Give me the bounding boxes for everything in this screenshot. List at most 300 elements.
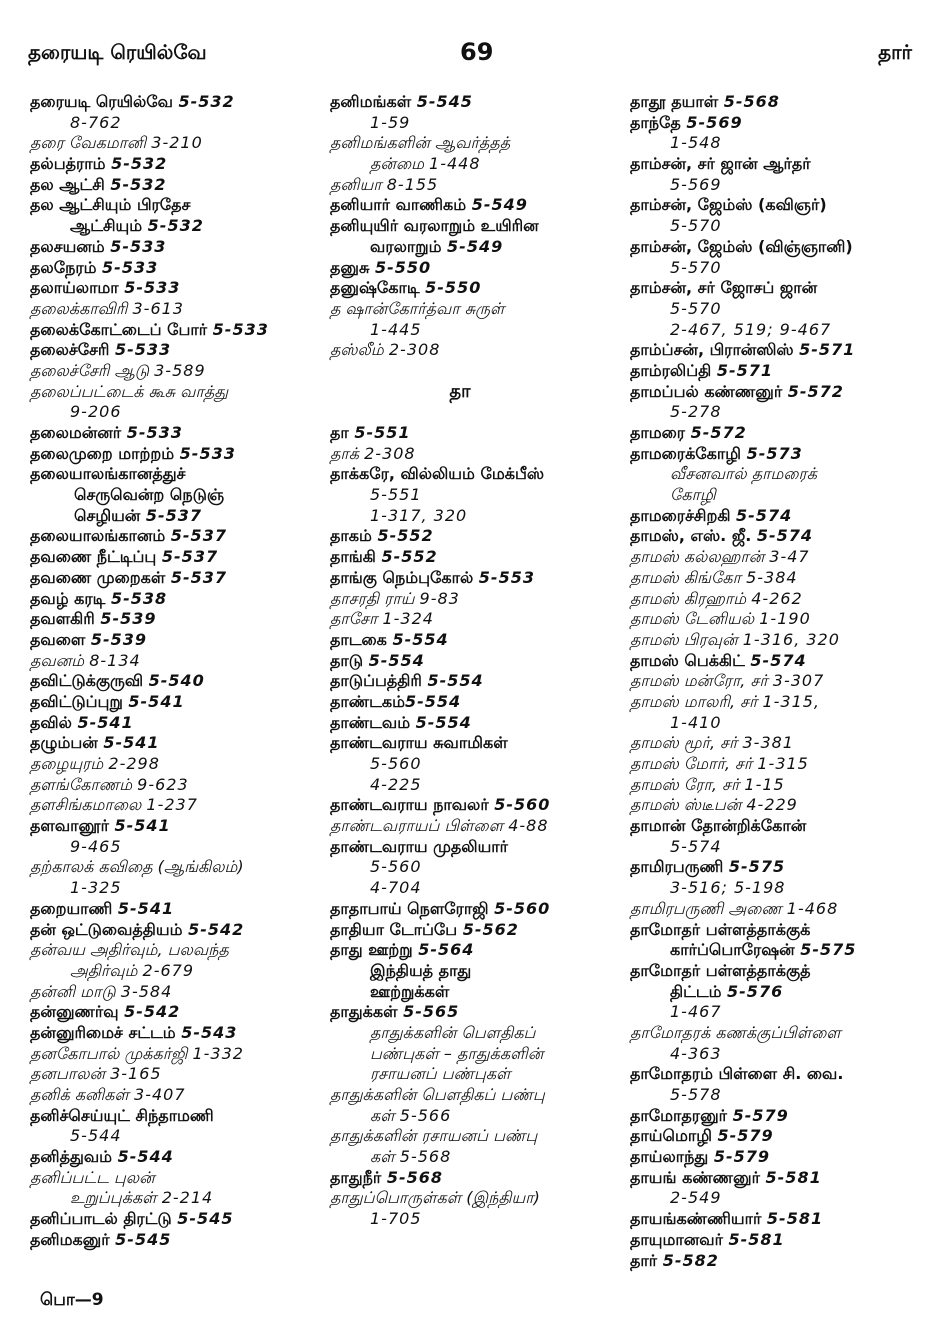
index-term: தாமஸ் மூர், சர் bbox=[630, 733, 743, 753]
index-entry bbox=[330, 920, 620, 941]
page-reference: 5-575 bbox=[728, 857, 786, 877]
page-reference: 5-579 bbox=[713, 1147, 771, 1167]
index-entry bbox=[330, 1002, 620, 1023]
index-entry bbox=[330, 1209, 620, 1230]
page-reference: 3-407 bbox=[134, 1085, 186, 1104]
page-reference: 1-324 bbox=[382, 609, 434, 629]
index-term: தனியுயிர் வரலாறும் உயிரின bbox=[330, 216, 539, 236]
index-entry bbox=[330, 216, 620, 237]
index-entry bbox=[330, 899, 620, 920]
index-term: தலைச்சேரி ஆடு bbox=[30, 360, 155, 380]
index-entry bbox=[330, 1044, 620, 1065]
page-reference: 5-570 bbox=[670, 257, 722, 277]
index-term: தற்காலக் கவிதை (ஆங்கிலம்) bbox=[30, 857, 244, 877]
index-term: தாமஸ் கிரஹாம் bbox=[630, 588, 752, 608]
page-reference: 3-381 bbox=[742, 733, 794, 753]
page-reference: 5-570 bbox=[670, 298, 722, 318]
index-term: தாமஸ் கல்லஹான் bbox=[630, 547, 770, 567]
index-term: தவழ் கரடி bbox=[30, 588, 111, 608]
index-entry bbox=[30, 713, 315, 734]
page-reference: 5-552 bbox=[381, 547, 438, 567]
index-term: தனிச்செய்யுட் சிந்தாமணி bbox=[30, 1105, 214, 1125]
index-entry bbox=[30, 423, 315, 444]
index-entry bbox=[630, 175, 920, 196]
index-term: தாமஸ் மாலரி, சர் bbox=[630, 691, 763, 711]
index-term: தாண்டவராய முதலியார் bbox=[330, 836, 509, 856]
page-reference: 5-545 bbox=[115, 1229, 172, 1249]
page-reference: 5-540 bbox=[148, 671, 205, 691]
page-reference: 1-237 bbox=[146, 795, 198, 815]
index-entry bbox=[630, 361, 920, 382]
index-term: தவிட்டுப்புறு bbox=[30, 691, 129, 711]
index-term: தாசரதி ராய் bbox=[330, 588, 420, 608]
index-term: தாதுக்களின் பௌதிகப் bbox=[370, 1022, 536, 1042]
index-term: கார்ப்பொரேஷன் bbox=[670, 940, 801, 960]
index-term: தளவானூர் bbox=[30, 816, 115, 836]
index-entry bbox=[30, 175, 315, 196]
page-reference: 2-549 bbox=[670, 1188, 722, 1208]
page-reference: 3-47 bbox=[769, 547, 810, 567]
index-term: தாதாபாய் நௌரோஜி bbox=[330, 898, 495, 918]
index-entry bbox=[630, 982, 920, 1003]
page-reference: 5-582 bbox=[662, 1250, 719, 1270]
index-entry bbox=[330, 485, 620, 506]
index-entry bbox=[30, 816, 315, 837]
index-term: தவளை bbox=[30, 629, 91, 649]
index-entry bbox=[330, 651, 620, 672]
index-term: தலைமுறை மாற்றம் bbox=[30, 443, 180, 463]
index-term: தஸ்லீம் bbox=[330, 340, 389, 360]
index-entry bbox=[330, 175, 620, 196]
page-reference: 5-568 bbox=[723, 92, 780, 111]
page-reference: 5-549 bbox=[447, 236, 504, 256]
index-term: தன்மை bbox=[370, 154, 430, 174]
page-reference: 5-581 bbox=[728, 1229, 785, 1249]
index-term: தலையாலங்கானத்துச் bbox=[30, 464, 186, 484]
page-reference: 5-533 bbox=[110, 236, 167, 256]
page-reference: 5-575 bbox=[800, 940, 857, 960]
page-reference: 5-553 bbox=[478, 567, 535, 587]
index-term: தனித்துவம் bbox=[30, 1147, 118, 1167]
index-entry bbox=[330, 340, 620, 361]
page-reference: 5-551 bbox=[370, 485, 422, 505]
index-entry bbox=[330, 982, 620, 1003]
index-term: தாம்சன், சர் ஜான் ஆர்தர் bbox=[630, 154, 811, 174]
page-reference: 5-571 bbox=[799, 340, 856, 360]
signature-mark: பொ—9 bbox=[40, 1290, 104, 1310]
page-reference: 5-532 bbox=[110, 174, 167, 194]
index-term: தாம்ப்சன், பிரான்ஸிஸ் bbox=[630, 340, 800, 360]
index-term: தலாய்லாமா bbox=[30, 278, 125, 298]
index-entry bbox=[30, 961, 315, 982]
index-entry bbox=[630, 113, 920, 134]
index-entry bbox=[330, 961, 620, 982]
index-term: தலைக்கோட்டைப் போர் bbox=[30, 319, 213, 339]
index-term: தாமஸ் ரோ, சர் bbox=[630, 774, 745, 794]
index-term: செழியன் bbox=[74, 505, 146, 525]
index-term: தாயுமானவர் bbox=[630, 1229, 729, 1249]
page-reference: 5-537 bbox=[170, 567, 228, 587]
index-entry bbox=[30, 878, 315, 899]
page-reference: 2-298 bbox=[108, 754, 160, 773]
index-entry bbox=[330, 837, 620, 858]
index-term: வீசனவால் தாமரைக் bbox=[670, 464, 818, 484]
index-entry bbox=[630, 1064, 920, 1085]
page-reference: 1-15 bbox=[744, 774, 785, 794]
page-reference: 9-83 bbox=[419, 588, 460, 608]
index-term: தாமோதர் பள்ளத்தாக்குத் bbox=[630, 960, 811, 980]
index-entry bbox=[330, 464, 620, 485]
index-entry bbox=[30, 195, 315, 216]
index-column-2 bbox=[330, 92, 620, 1230]
index-entry bbox=[630, 1188, 920, 1209]
index-term: தாகம் bbox=[330, 526, 378, 546]
index-entry bbox=[30, 671, 315, 692]
index-entry bbox=[30, 857, 315, 878]
index-term: வரலாறும் bbox=[370, 236, 448, 256]
index-term: தாக்கரே, வில்லியம் மேக்பீஸ் bbox=[330, 464, 545, 484]
index-entry bbox=[30, 464, 315, 485]
index-entry bbox=[630, 713, 920, 734]
index-entry bbox=[630, 1106, 920, 1127]
index-term: தாமஸ் டேனியல் bbox=[630, 609, 760, 629]
index-term: தாதுக்கள் bbox=[330, 1002, 404, 1022]
index-term: தாயங்கண்ணியார் bbox=[630, 1209, 767, 1229]
index-entry bbox=[30, 154, 315, 175]
index-entry bbox=[630, 920, 920, 941]
index-entry bbox=[30, 278, 315, 299]
index-entry bbox=[330, 733, 620, 754]
index-term: தாமஸ் பிரவுன் bbox=[630, 629, 743, 649]
index-term: தவிட்டுக்குருவி bbox=[30, 671, 149, 691]
page-reference: 5-533 bbox=[124, 278, 181, 298]
index-term: தாமப்பல் கண்ணனுர் bbox=[630, 381, 788, 401]
index-term: தரை வேகமானி bbox=[30, 133, 152, 153]
page-reference: 1-325 bbox=[70, 878, 122, 898]
index-term: தாதூ தயாள் bbox=[630, 92, 724, 111]
page-reference: 5-574 bbox=[736, 505, 793, 525]
page-reference: 5-533 bbox=[102, 257, 159, 277]
index-entry bbox=[30, 382, 315, 403]
index-entry bbox=[30, 113, 315, 134]
index-entry bbox=[630, 299, 920, 320]
index-term: தாதியா டோப்பே bbox=[330, 919, 463, 939]
index-entry bbox=[30, 506, 315, 527]
page-reference: 5-545 bbox=[416, 92, 473, 111]
index-term: தாமரை bbox=[630, 423, 691, 442]
index-entry bbox=[30, 568, 315, 589]
index-entry bbox=[30, 216, 315, 237]
page-reference: 9-206 bbox=[70, 402, 122, 422]
page-reference: 5-532 bbox=[147, 216, 204, 236]
page-reference: 5-560 bbox=[494, 898, 551, 918]
index-entry bbox=[630, 1209, 920, 1230]
index-term: தாங்கு நெம்புகோல் bbox=[330, 567, 479, 587]
index-entry bbox=[30, 299, 315, 320]
page-reference: 1-317, 320 bbox=[370, 505, 468, 525]
index-entry bbox=[630, 444, 920, 465]
index-entry bbox=[630, 320, 920, 341]
index-entry bbox=[330, 278, 620, 299]
page-reference: 4-225 bbox=[370, 774, 422, 794]
index-entry bbox=[630, 857, 920, 878]
index-term: திட்டம் bbox=[670, 981, 728, 1001]
page-reference: 5-571 bbox=[716, 360, 773, 380]
running-head-right: தார் bbox=[878, 40, 912, 64]
page-reference: 5-574 bbox=[750, 650, 807, 670]
index-entry bbox=[30, 1044, 315, 1065]
page-reference: 2-308 bbox=[364, 443, 416, 463]
page-reference: 5-533 bbox=[126, 423, 183, 442]
page-reference: 1-467 bbox=[670, 1002, 722, 1022]
page-reference: 8-762 bbox=[70, 112, 122, 132]
index-entry bbox=[330, 1106, 620, 1127]
page-reference: 1-468 bbox=[786, 898, 839, 918]
index-entry bbox=[630, 733, 920, 754]
page-reference: 5-562 bbox=[462, 919, 519, 939]
index-term: தளங்கோணம் bbox=[30, 774, 138, 794]
page-reference: 5-541 bbox=[128, 691, 185, 711]
index-term: தாமோதர் பள்ளத்தாக்குக் bbox=[630, 919, 811, 939]
index-entry bbox=[30, 1023, 315, 1044]
page-reference: 5-554 bbox=[368, 650, 425, 670]
index-entry bbox=[630, 464, 920, 485]
page-reference: 5-581 bbox=[765, 1167, 822, 1187]
index-entry bbox=[330, 320, 620, 341]
index-term: தல்பத்ராம் bbox=[30, 154, 112, 174]
index-term: தாமோதரம் பிள்ளை சி. வை. bbox=[630, 1064, 844, 1084]
page-reference: 5-554 bbox=[392, 629, 449, 649]
index-term: ரசாயனப் பண்புகள் bbox=[370, 1064, 511, 1084]
index-entry bbox=[330, 1188, 620, 1209]
index-term: தாமஸ் மோர், சர் bbox=[630, 754, 758, 773]
index-term: தறையாணி bbox=[30, 898, 118, 918]
index-term: தாதுக்களின் ரசாயனப் பண்பு bbox=[330, 1126, 538, 1146]
index-term: தாந்தே bbox=[630, 112, 687, 132]
index-entry bbox=[30, 733, 315, 754]
index-entry bbox=[630, 899, 920, 920]
index-entry bbox=[630, 154, 920, 175]
section-heading bbox=[330, 382, 620, 403]
spacer bbox=[330, 361, 620, 382]
index-term: தளசிங்கமாலை bbox=[30, 795, 147, 815]
page-reference: 1-448 bbox=[429, 154, 481, 174]
index-term: தனபாலன் bbox=[30, 1064, 111, 1084]
index-entry bbox=[30, 609, 315, 630]
index-term: தன்னி மாடு bbox=[30, 981, 121, 1001]
index-entry bbox=[330, 195, 620, 216]
page-reference: 5-550 bbox=[425, 278, 482, 298]
index-entry bbox=[630, 878, 920, 899]
page-reference: 5-578 bbox=[670, 1085, 722, 1104]
page-reference: 4-262 bbox=[751, 588, 803, 608]
index-term: தா bbox=[330, 423, 355, 442]
page-reference: 2-679 bbox=[142, 960, 195, 980]
page-reference: 5-538 bbox=[110, 588, 168, 608]
index-entry bbox=[30, 92, 315, 113]
index-entry bbox=[630, 1085, 920, 1106]
page-reference: 5-574 bbox=[756, 526, 814, 546]
index-term: தாம்சன், ஜேம்ஸ் (விஞ்ஞானி) bbox=[630, 236, 853, 256]
page-reference: 5-554 bbox=[427, 671, 484, 691]
page-reference: 5-543 bbox=[181, 1022, 238, 1042]
index-term: கோழி bbox=[670, 485, 716, 505]
index-entry bbox=[30, 1209, 315, 1230]
page-reference: 5-549 bbox=[471, 195, 528, 215]
page-reference: 5-542 bbox=[188, 919, 245, 939]
page-reference: 3-584 bbox=[120, 981, 173, 1001]
index-entry bbox=[30, 526, 315, 547]
index-entry bbox=[30, 899, 315, 920]
index-entry bbox=[630, 1044, 920, 1065]
index-term: தல ஆட்சியும் பிரதேச bbox=[30, 195, 191, 215]
index-entry bbox=[330, 1023, 620, 1044]
index-term: தாங்கி bbox=[330, 547, 382, 567]
index-term: செருவென்ற நெடுஞ் bbox=[74, 485, 225, 505]
index-entry bbox=[330, 1064, 620, 1085]
index-term: தலையாலங்கானம் bbox=[30, 526, 171, 546]
index-term: தாதுநீர் bbox=[330, 1167, 387, 1187]
index-entry bbox=[30, 402, 315, 423]
index-term: தார் bbox=[630, 1250, 663, 1270]
index-entry bbox=[630, 258, 920, 279]
page-reference: 5-539 bbox=[100, 609, 157, 629]
page-reference: 5-384 bbox=[746, 567, 798, 587]
index-entry bbox=[30, 920, 315, 941]
index-term: தாடுப்பத்திரி bbox=[330, 671, 428, 691]
index-term: தனகோபால் முக்கர்ஜி bbox=[30, 1043, 193, 1063]
index-term: த ஷான்கோர்த்வா சுருள் bbox=[330, 298, 505, 318]
index-entry bbox=[630, 506, 920, 527]
index-entry bbox=[30, 1064, 315, 1085]
page-reference: 1-316, 320 bbox=[742, 629, 840, 649]
page-reference: 2-214 bbox=[161, 1188, 214, 1208]
index-entry bbox=[330, 258, 620, 279]
index-term: அதிர்வும் bbox=[70, 960, 143, 980]
index-term: தாதுப்பொருள்கள் (இந்தியா) bbox=[330, 1188, 540, 1208]
index-term: தல ஆட்சி bbox=[30, 174, 111, 194]
index-entry bbox=[330, 940, 620, 961]
index-term: தனிப்பாடல் திரட்டு bbox=[30, 1209, 178, 1229]
index-entry bbox=[330, 506, 620, 527]
page-reference: 4-229 bbox=[746, 795, 798, 815]
index-entry bbox=[630, 382, 920, 403]
page-reference: 5-544 bbox=[70, 1126, 122, 1146]
index-term: தாமோதரக் கணக்குப்பிள்ளை bbox=[630, 1022, 841, 1042]
index-term: தாமஸ் கிங்கோ bbox=[630, 567, 747, 587]
index-entry bbox=[30, 1085, 315, 1106]
index-term: தழையுரம் bbox=[30, 754, 109, 773]
index-entry bbox=[330, 630, 620, 651]
index-entry bbox=[30, 237, 315, 258]
page-reference: 4-363 bbox=[670, 1043, 722, 1063]
index-term: தாண்டகம் bbox=[330, 691, 405, 711]
index-entry bbox=[630, 754, 920, 775]
index-entry bbox=[330, 775, 620, 796]
index-term: தாமஸ் மன்ரோ, சர் bbox=[630, 671, 773, 691]
index-entry bbox=[630, 92, 920, 113]
index-term: ஆட்சியும் bbox=[70, 216, 148, 236]
index-entry bbox=[30, 1188, 315, 1209]
running-head-left: தரையடி ரெயில்வே bbox=[28, 40, 207, 64]
page-reference: 2-308 bbox=[388, 340, 441, 360]
page-reference: 5-544 bbox=[117, 1147, 174, 1167]
index-entry bbox=[330, 713, 620, 734]
index-term: தலைச்சேரி bbox=[30, 340, 116, 360]
index-term: தலைப்பட்டைக் கூசு வாத்து bbox=[30, 381, 229, 401]
index-entry bbox=[630, 1230, 920, 1251]
page-reference: 5-532 bbox=[111, 154, 168, 174]
index-entry bbox=[330, 92, 620, 113]
index-term: தன்னுணர்வு bbox=[30, 1002, 125, 1022]
index-entry bbox=[30, 547, 315, 568]
page-reference: 4-704 bbox=[370, 878, 422, 898]
index-term: தாண்டவம் bbox=[330, 712, 416, 732]
page-reference: 3-613 bbox=[132, 298, 184, 318]
index-entry bbox=[30, 1168, 315, 1189]
page-reference: 8-155 bbox=[386, 174, 439, 194]
index-entry bbox=[630, 961, 920, 982]
index-term: தாம்சன், சர் ஜோசப் ஜான் bbox=[630, 278, 818, 298]
index-entry bbox=[330, 547, 620, 568]
index-term: பண்புகள் – தாதுக்களின் bbox=[370, 1043, 544, 1063]
index-term: தவணை முறைகள் bbox=[30, 567, 171, 587]
index-term: தாக் bbox=[330, 443, 365, 463]
page-reference: 5-541 bbox=[117, 898, 175, 918]
index-entry bbox=[330, 133, 620, 154]
index-entry bbox=[330, 1168, 620, 1189]
page-reference: 3-210 bbox=[151, 133, 203, 153]
index-entry bbox=[630, 1126, 920, 1147]
index-entry bbox=[30, 1147, 315, 1168]
page-reference: 5-554 bbox=[415, 712, 472, 732]
page-reference: 5-576 bbox=[727, 981, 784, 1001]
index-entry bbox=[330, 444, 620, 465]
index-entry bbox=[30, 775, 315, 796]
page-reference: 5-539 bbox=[90, 629, 148, 649]
index-entry bbox=[630, 671, 920, 692]
index-term: தனிமங்கள் bbox=[330, 92, 417, 111]
index-term: தாயங் கண்ணனுர் bbox=[630, 1167, 766, 1187]
page-reference: 5-573 bbox=[746, 443, 803, 463]
index-entry bbox=[30, 258, 315, 279]
index-term: தலநேரம் bbox=[30, 257, 103, 277]
index-entry bbox=[330, 237, 620, 258]
page-reference: 5-545 bbox=[177, 1209, 234, 1229]
page-reference: 5-579 bbox=[732, 1105, 789, 1125]
page-reference: 5-574 bbox=[670, 836, 722, 856]
index-entry bbox=[30, 485, 315, 506]
index-entry bbox=[630, 816, 920, 837]
index-entry bbox=[630, 651, 920, 672]
index-entry bbox=[630, 278, 920, 299]
index-term: தனுஷ்கோடி bbox=[330, 278, 426, 298]
index-term: தாதுக்களின் பௌதிகப் பண்பு bbox=[330, 1085, 545, 1104]
page-reference: 5-564 bbox=[418, 940, 475, 960]
page-reference: 5-550 bbox=[375, 257, 432, 277]
index-entry bbox=[630, 775, 920, 796]
index-term: தாமஸ் பெக்கிட் bbox=[630, 650, 751, 670]
index-term: தாமரைச்சிறகி bbox=[630, 505, 737, 525]
index-term: இந்தியத் தாது bbox=[370, 960, 472, 980]
index-entry bbox=[330, 589, 620, 610]
index-entry bbox=[330, 154, 620, 175]
index-entry bbox=[30, 340, 315, 361]
index-entry bbox=[30, 754, 315, 775]
index-entry bbox=[330, 671, 620, 692]
index-entry bbox=[630, 485, 920, 506]
page-reference: 5-566 bbox=[399, 1105, 452, 1125]
